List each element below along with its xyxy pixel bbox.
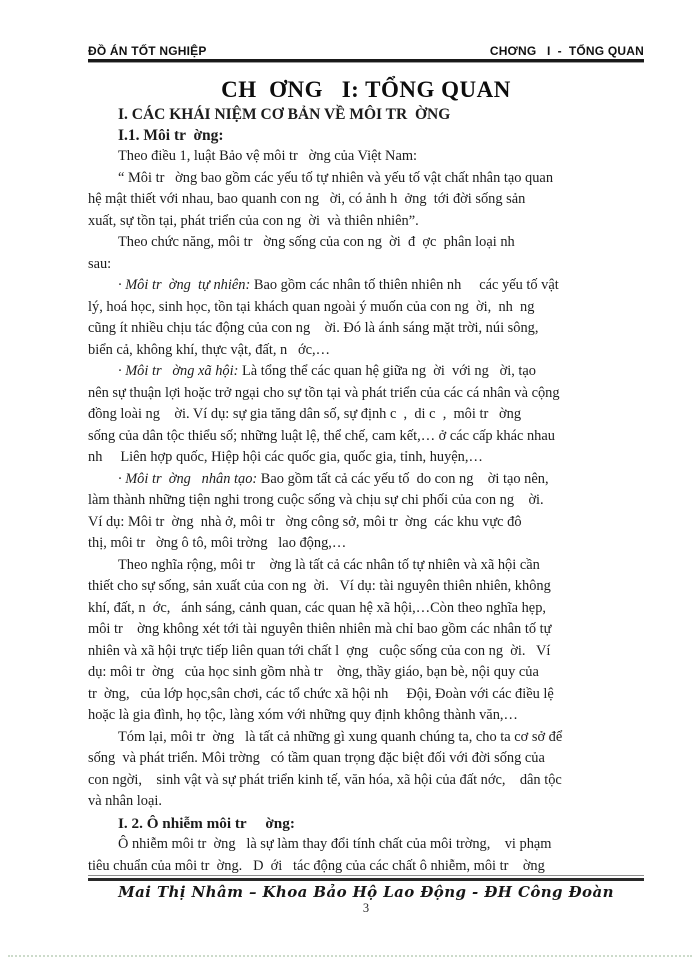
text-line xyxy=(88,641,644,663)
text-line xyxy=(88,619,644,641)
text-line xyxy=(88,512,644,534)
text-segment: và nhân loại. xyxy=(88,793,162,809)
text-line xyxy=(88,146,644,168)
text-segment: “ Môi tr ờng bao gồm các yếu tố tự nhiên và yếu tố vật chất nhân tạo quan xyxy=(118,169,554,186)
text-segment: I. 2. Ô nhiễm môi tr ờng: xyxy=(118,814,295,832)
text-segment: xuất, sự tồn tại, phát triển của con ng ời và thiên nhiên”. xyxy=(88,212,419,229)
text-segment: nh Liên hợp quốc, Hiệp hội các quốc gia, quốc gia, tỉnh, huyện,… xyxy=(88,449,483,465)
text-line xyxy=(88,254,644,276)
text-segment: đồng loài ng ời. Ví dụ: sự gia tăng dân số, sự định c , di c , môi tr ờng xyxy=(88,406,522,422)
text-segment: hoặc là gia đình, họ tộc, làng xóm với những quy định không thành văn,… xyxy=(88,707,518,723)
section-heading: I. CÁC KHÁI NIỆM CƠ BẢN VỀ MÔI TR ỜNG xyxy=(118,106,451,123)
text-segment: Ô nhiễm môi tr ờng là sự làm thay đổi tính chất của môi trờng, vi phạm xyxy=(118,836,552,852)
running-header-right: CHƠNG I - TỔNG QUAN xyxy=(489,44,644,58)
text-segment: nhiên và xã hội trực tiếp liên quan tới chất l ợng cuộc sống của con ng ời. Ví xyxy=(88,642,551,659)
text-segment: sau: xyxy=(88,255,112,272)
page-number: 3 xyxy=(362,901,370,915)
text-segment: hệ mật thiết với nhau, bao quanh con ng ời, có ảnh h ởng tới đời sống sản xyxy=(88,191,526,207)
text-segment: Bao gồm tất cả các yếu tố do con ng ời tạo nên, xyxy=(257,470,549,487)
text-line xyxy=(88,856,644,878)
text-segment: làm thành những tiện nghi trong cuộc sống và chịu sự chi phối của con ng ời. xyxy=(88,492,544,508)
text-line xyxy=(88,168,644,190)
text-line xyxy=(88,490,644,512)
text-line xyxy=(88,469,644,491)
text-line xyxy=(88,727,644,749)
page-bottom-dotted-line xyxy=(8,955,692,957)
footer-rule xyxy=(88,875,644,881)
text-segment: khí, đất, n ớc, ánh sáng, cảnh quan, các quan hệ xã hội,…Còn theo nghĩa hẹp, xyxy=(88,599,546,616)
text-line xyxy=(88,555,644,577)
text-segment: môi tr ờng không xét tới tài nguyên thiên nhiên mà chỉ bao gồm các nhân tố tự xyxy=(88,621,552,637)
text-segment: cũng ít nhiều chịu tác động của con ng ời. Đó là ánh sáng mặt trời, núi sông, xyxy=(88,320,539,336)
text-line xyxy=(88,662,644,684)
text-segment: · Môi tr ờng xã hội: xyxy=(118,363,239,379)
text-line xyxy=(88,834,644,856)
text-line xyxy=(88,791,644,813)
text-segment: Bao gồm các nhân tố thiên nhiên nh các yếu tố vật xyxy=(250,277,559,293)
text-segment: · Môi tr ờng nhân tạo: xyxy=(118,470,258,487)
text-line xyxy=(88,297,644,319)
text-segment: con ngời, sinh vật và sự phát triển kinh tế, văn hóa, xã hội của đất nớc, dân tộc xyxy=(88,771,562,788)
text-segment: sống và phát triển. Môi trờng có tầm quan trọng đặc biệt đối với đời sống của xyxy=(88,750,545,766)
text-line xyxy=(88,383,644,405)
text-line xyxy=(88,705,644,727)
text-segment: nên sự thuận lợi hoặc trở ngại cho sự tồn tại và phát triển của các cá nhân và cộng xyxy=(88,384,560,401)
text-line xyxy=(88,211,644,233)
text-segment: thiết cho sự sống, sản xuất của con ng ời. Ví dụ: tài nguyên thiên nhiên, không xyxy=(88,578,551,594)
running-header-left: ĐỒ ÁN TỐT NGHIỆP xyxy=(88,44,207,58)
text-line xyxy=(88,813,644,835)
page-footer xyxy=(88,875,644,915)
page-content xyxy=(88,44,644,877)
text-segment: Theo điều 1, luật Bảo vệ môi tr ờng của Việt Nam: xyxy=(118,148,418,164)
text-line xyxy=(88,275,644,297)
text-segment: Ví dụ: Môi tr ờng nhà ở, môi tr ờng công sở, môi tr ờng các khu vực đô xyxy=(88,513,522,530)
text-segment: tiêu chuẩn của môi tr ờng. D ới tác động của các chất ô nhiễm, môi tr ờng xyxy=(88,857,545,874)
text-line xyxy=(88,598,644,620)
text-segment: tr ờng, của lớp học,sân chơi, các tổ chức xã hội nh Đội, Đoàn với các điều lệ xyxy=(88,685,554,702)
subsection-heading: I.1. Môi tr ờng: xyxy=(118,127,224,144)
running-header xyxy=(88,44,644,62)
text-segment: Theo chức năng, môi tr ờng sống của con ng ời đ ợc phân loại nh xyxy=(118,234,515,250)
text-line xyxy=(88,232,644,254)
text-segment: Là tổng thể các quan hệ giữa ng ời với ng ời, tạo xyxy=(238,363,536,379)
text-line xyxy=(88,748,644,770)
footer-author: Mai Thị Nhâm – Khoa Bảo Hộ Lao Động - ĐH Công Đoàn xyxy=(118,883,614,901)
text-line xyxy=(88,447,644,469)
text-segment: Tóm lại, môi tr ờng là tất cả những gì xung quanh chúng ta, cho ta cơ sở để xyxy=(118,728,563,745)
text-segment: · Môi tr ờng tự nhiên: xyxy=(118,277,251,293)
text-line xyxy=(88,361,644,383)
text-segment: biển cả, không khí, thực vật, đất, n ớc,… xyxy=(88,341,331,358)
chapter-title: CH ƠNG I: TỔNG QUAN xyxy=(221,77,511,102)
text-line xyxy=(88,404,644,426)
text-line xyxy=(88,426,644,448)
text-line xyxy=(88,576,644,598)
text-segment: lý, hoá học, sinh học, tồn tại khách quan ngoài ý muốn của con ng ời, nh ng xyxy=(88,298,535,315)
body-text xyxy=(88,146,644,877)
text-segment: dụ: môi tr ờng của học sinh gồm nhà tr ờng, thầy giáo, bạn bè, nội quy của xyxy=(88,664,539,680)
text-line xyxy=(88,318,644,340)
text-segment: thị, môi tr ờng ô tô, môi trờng lao động,… xyxy=(88,535,347,551)
text-line xyxy=(88,684,644,706)
text-line xyxy=(88,340,644,362)
text-line xyxy=(88,533,644,555)
text-line xyxy=(88,189,644,211)
text-segment: sống của dân tộc thiểu số; những luật lệ, thể chế, cam kết,… ở các cấp khác nhau xyxy=(88,427,555,444)
text-line xyxy=(88,770,644,792)
text-segment: Theo nghĩa rộng, môi tr ờng là tất cả các nhân tố tự nhiên và xã hội cần xyxy=(118,556,540,573)
